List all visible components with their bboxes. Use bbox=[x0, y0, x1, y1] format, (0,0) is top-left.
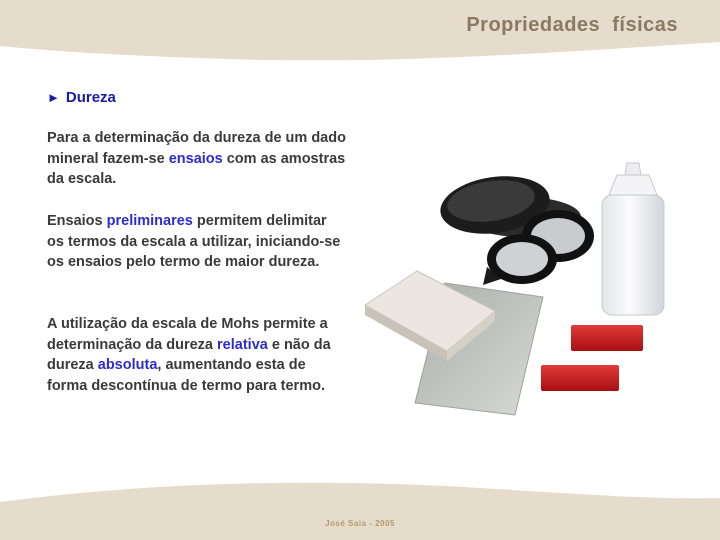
paragraph-1 bbox=[47, 128, 347, 190]
paragraph-1-text-b: com as amostras da escala. bbox=[47, 150, 346, 187]
paragraph-3-highlight-2: absoluta bbox=[97, 357, 158, 373]
paragraph-2-text-a: Ensaios bbox=[47, 213, 107, 229]
section-heading bbox=[47, 89, 116, 106]
hardness-kit-photo bbox=[355, 155, 685, 420]
paragraph-3-text-b: e não da dureza bbox=[47, 336, 331, 373]
paragraph-2 bbox=[47, 211, 347, 273]
footer-band bbox=[0, 470, 720, 540]
slide-title: Propriedades físicas bbox=[466, 14, 678, 36]
paragraph-2-text-b: permitem delimitar os termos da escala a utilizar, iniciando-se os ensaios pelo termo de maior dureza. bbox=[47, 213, 341, 270]
footer-author: José Saia - 2005 bbox=[325, 519, 395, 528]
right-triangle-bullet-icon: ► bbox=[47, 90, 60, 105]
paragraph-3-text-a: A utilização da escala de Mohs permite a determinação da dureza bbox=[47, 316, 328, 353]
section-heading-text: Dureza bbox=[65, 89, 116, 106]
streak-plate-icon bbox=[365, 271, 543, 415]
paragraph-2-highlight: preliminares bbox=[106, 213, 193, 229]
paragraph-1-text-a: Para a determinação da dureza de um dado mineral fazem-se bbox=[47, 130, 346, 167]
dropper-bottle-icon bbox=[602, 163, 664, 315]
red-sample-bars-icon bbox=[541, 325, 643, 391]
paragraph-3 bbox=[47, 314, 347, 396]
paragraph-3-highlight-1: relativa bbox=[217, 336, 268, 353]
magnifier-loupe-icon bbox=[437, 170, 594, 285]
header-band bbox=[0, 0, 720, 80]
paragraph-3-text-c: , aumentando esta de forma descontínua de termo para termo. bbox=[47, 357, 325, 394]
paragraph-1-highlight: ensaios bbox=[168, 150, 223, 167]
